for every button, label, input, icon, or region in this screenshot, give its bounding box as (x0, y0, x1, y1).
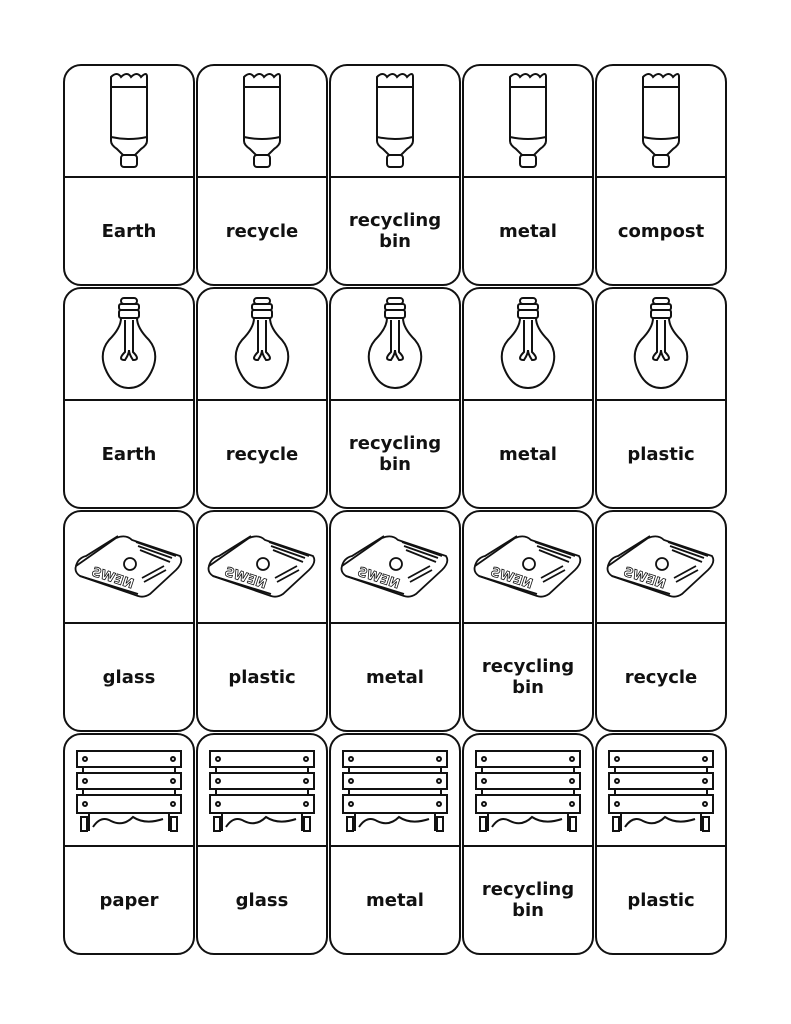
card-label: glass (102, 666, 156, 688)
plastic-bottle-icon (65, 66, 193, 178)
crate-icon (597, 735, 725, 847)
light-bulb-icon (198, 289, 326, 401)
card-label: recycle (225, 220, 299, 242)
word-card (329, 733, 461, 955)
card-grid (63, 64, 728, 956)
card-label: metal (499, 220, 557, 242)
crate-icon (65, 735, 193, 847)
newspaper-headline: NEWS (222, 564, 269, 593)
card-label: paper (99, 889, 159, 911)
card-label: recycle (225, 443, 299, 465)
word-card (329, 64, 461, 286)
word-card (595, 510, 727, 732)
word-card (595, 733, 727, 955)
card-label: metal (366, 889, 424, 911)
light-bulb-icon (65, 289, 193, 401)
card-label: glass (235, 889, 289, 911)
newspaper-icon (464, 512, 592, 624)
word-card (63, 287, 195, 509)
card-label: recycling bin (348, 433, 442, 475)
card-label: recycling bin (481, 656, 575, 698)
card-label: recycling bin (481, 879, 575, 921)
word-card (329, 287, 461, 509)
card-label: plastic (627, 889, 695, 911)
plastic-bottle-icon (198, 66, 326, 178)
newspaper-headline: NEWS (355, 564, 402, 593)
crate-icon (464, 735, 592, 847)
newspaper-headline: NEWS (621, 564, 668, 593)
light-bulb-icon (464, 289, 592, 401)
plastic-bottle-icon (597, 66, 725, 178)
card-label: Earth (101, 443, 157, 465)
newspaper-icon (198, 512, 326, 624)
card-label: plastic (228, 666, 296, 688)
word-card (462, 64, 594, 286)
card-label: metal (499, 443, 557, 465)
newspaper-headline: NEWS (488, 564, 535, 593)
word-card (196, 733, 328, 955)
card-label: recycle (624, 666, 698, 688)
card-label: Earth (101, 220, 157, 242)
word-card (196, 64, 328, 286)
newspaper-icon (597, 512, 725, 624)
card-label: compost (617, 220, 705, 242)
word-card (462, 733, 594, 955)
card-label: metal (366, 666, 424, 688)
light-bulb-icon (597, 289, 725, 401)
newspaper-headline: NEWS (89, 564, 136, 593)
word-card (595, 64, 727, 286)
newspaper-icon (331, 512, 459, 624)
plastic-bottle-icon (464, 66, 592, 178)
card-label: plastic (627, 443, 695, 465)
word-card (196, 510, 328, 732)
plastic-bottle-icon (331, 66, 459, 178)
word-card (595, 287, 727, 509)
word-card (63, 510, 195, 732)
word-card (63, 64, 195, 286)
word-card (329, 510, 461, 732)
word-card (196, 287, 328, 509)
word-card (462, 287, 594, 509)
crate-icon (331, 735, 459, 847)
light-bulb-icon (331, 289, 459, 401)
newspaper-icon (65, 512, 193, 624)
crate-icon (198, 735, 326, 847)
card-label: recycling bin (348, 210, 442, 252)
word-card (63, 733, 195, 955)
word-card (462, 510, 594, 732)
